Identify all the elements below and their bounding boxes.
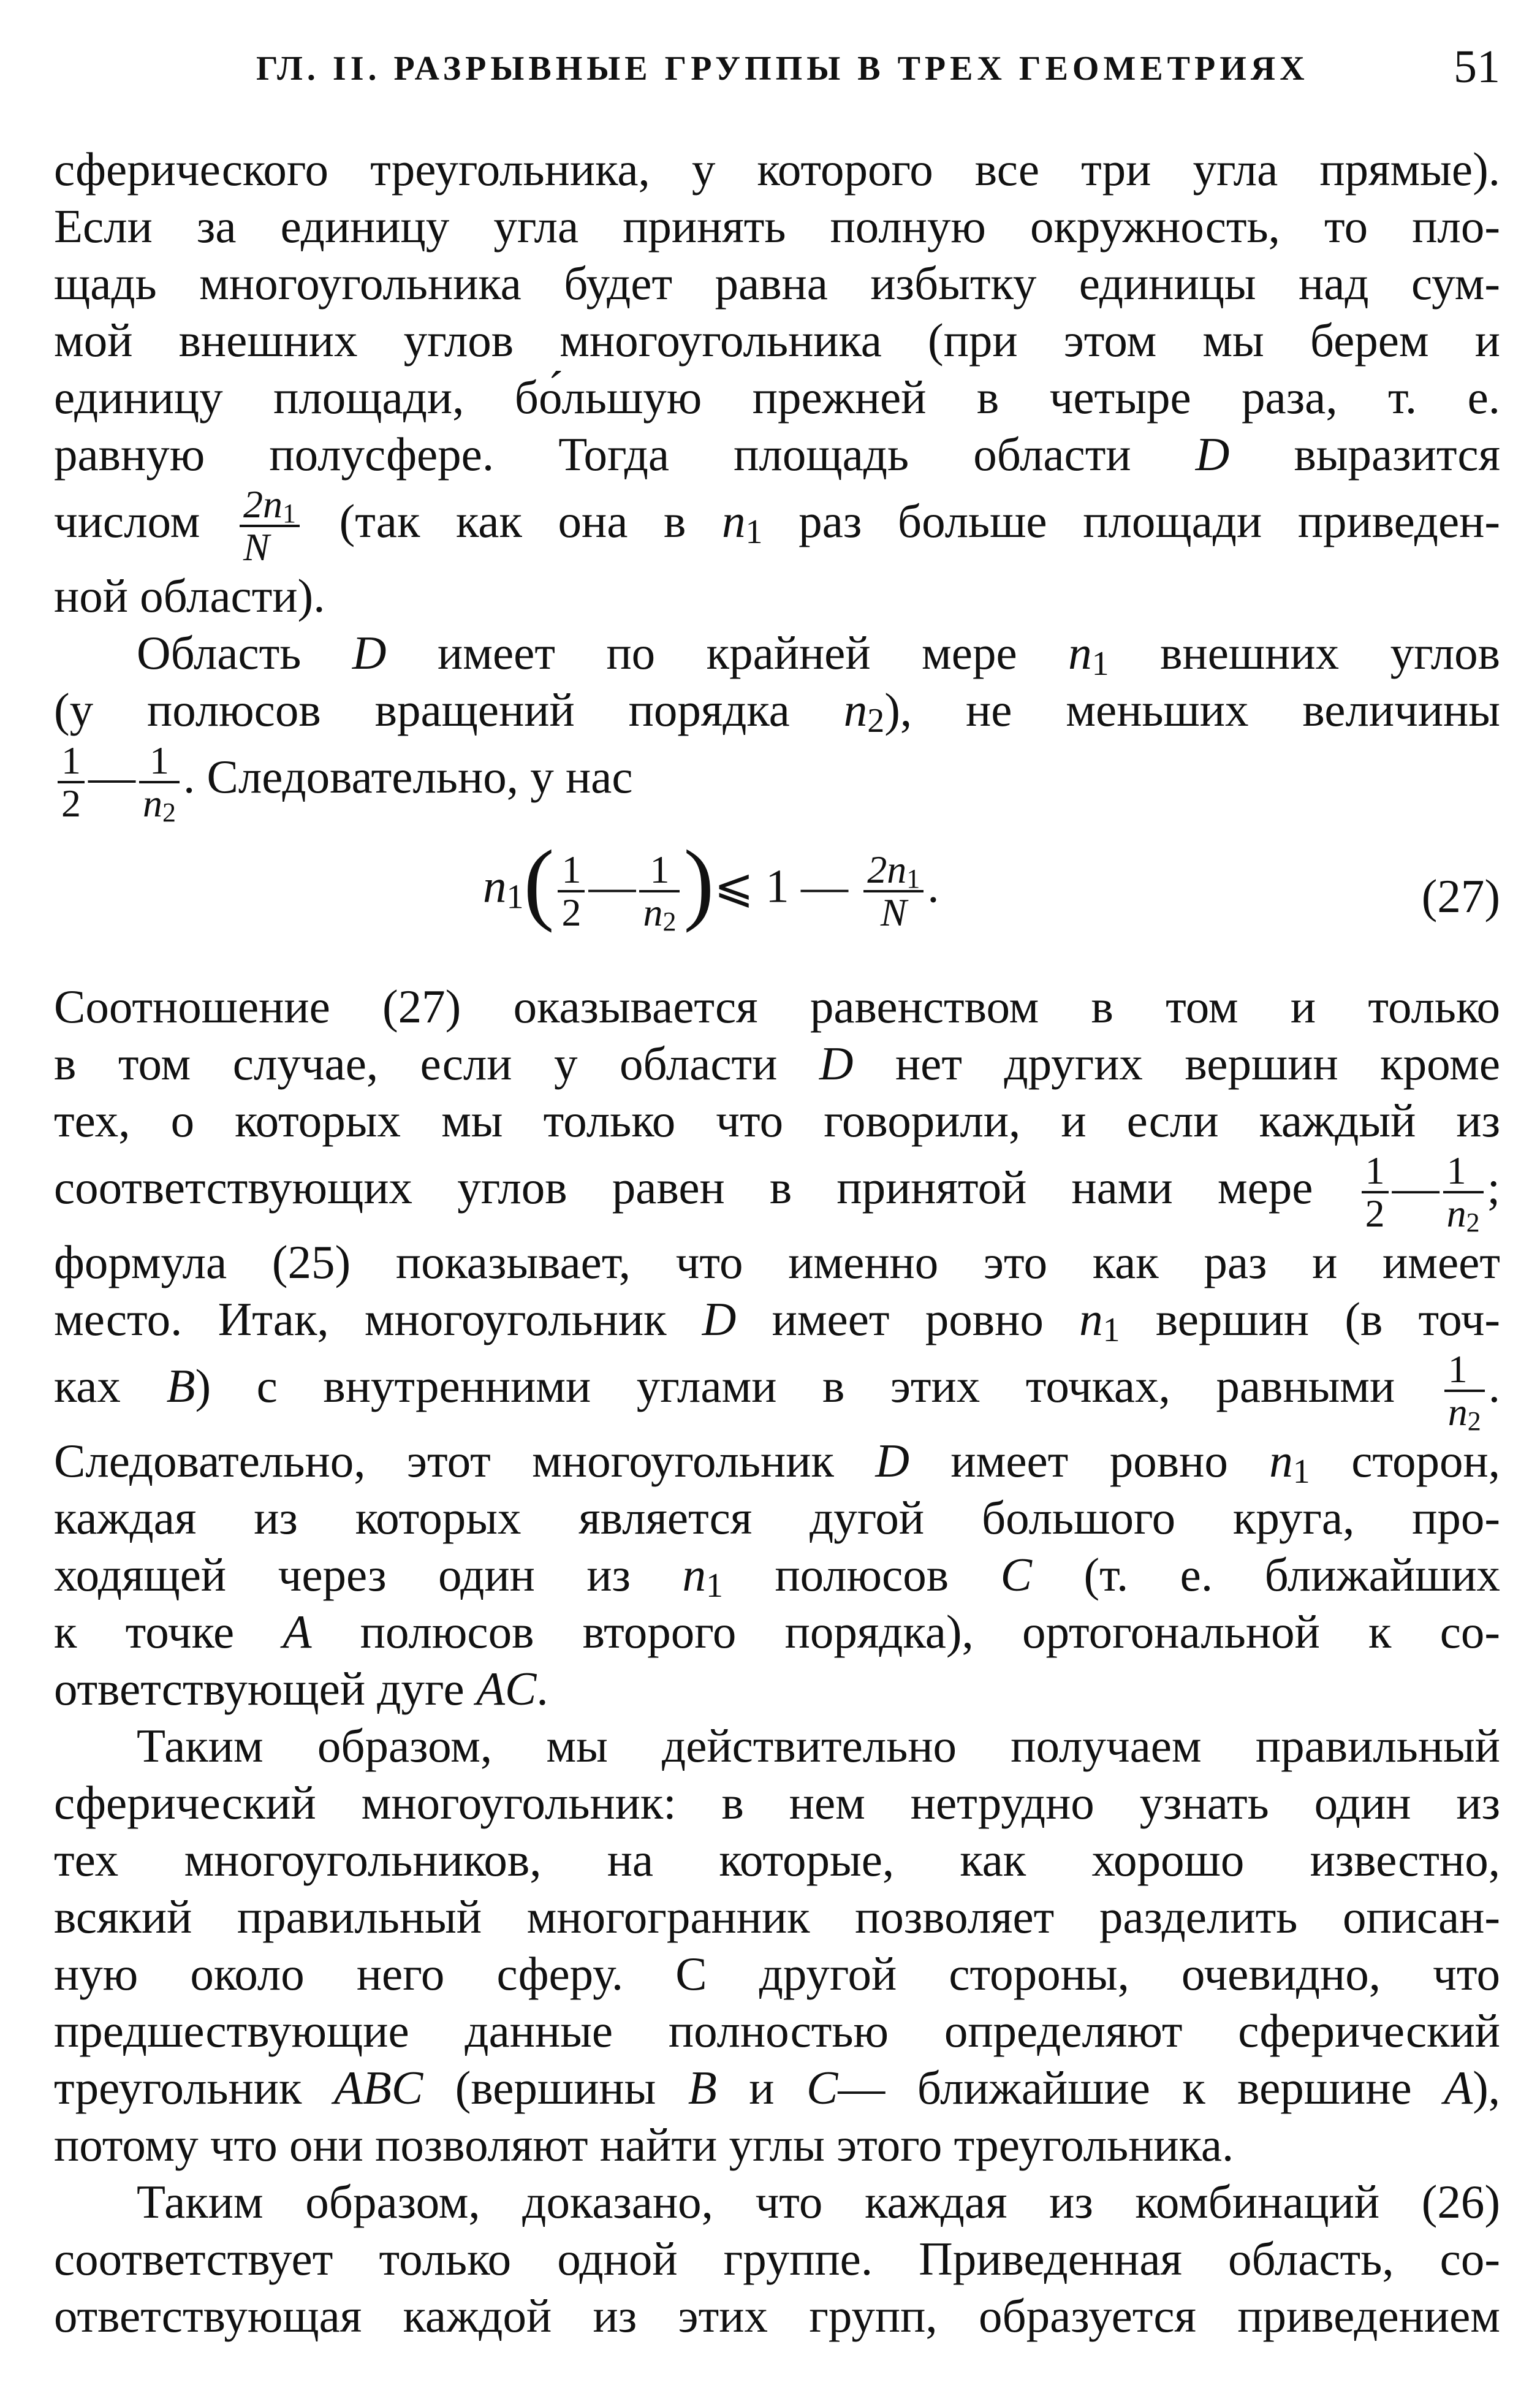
text-line: ную около него сферу. С другой стороны, очевидно, что bbox=[54, 1947, 1500, 2001]
text-line: место. Итак, многоугольник D имеет ровно $n_1$ вершин (в точ- bbox=[54, 1292, 1501, 1349]
text-line: Таким образом, доказано, что каждая из комбинаций (26) bbox=[137, 2175, 1500, 2229]
paragraph-5 bbox=[54, 2174, 1500, 2345]
text-line: $\frac{1}{2}$ — $\frac{1}{n_2}$ . Следовательно, у нас bbox=[54, 739, 1500, 823]
text-line: соответствует только одной группе. Приведенная область, со- bbox=[54, 2232, 1500, 2286]
text-line: мой внешних углов многоугольника (при этом мы берем и bbox=[54, 314, 1500, 367]
text-line: сферического треугольника, у которого все три угла прямые). bbox=[54, 143, 1500, 196]
text-line: в том случае, если у области D нет других вершин кроме bbox=[54, 1037, 1501, 1090]
text-line: каждая из которых является дугой большого круга, про- bbox=[54, 1491, 1500, 1545]
equation-body: $n_1$( $\frac{1}{2}$ — $\frac{1}{n_2}$ )⩽ 1 — $\frac{2n_1}{N}$ . bbox=[483, 831, 939, 937]
text-line: сферический многоугольник: в нем нетрудно узнать один из bbox=[54, 1776, 1500, 1830]
text-line: Соотношение (27) оказывается равенством в том и только bbox=[54, 979, 1500, 1033]
fraction-2n1-over-N: $\frac{2n_1}{N}$ bbox=[240, 484, 300, 568]
text-line: тех, о которых мы только что говорили, и если каждый из bbox=[54, 1094, 1500, 1147]
text-line: ответствующая каждой из этих групп, образуется приведением bbox=[54, 2289, 1500, 2343]
text-line: ответствующей дуге AC. bbox=[54, 1662, 548, 1716]
text-line: соответствующих углов равен в принятой нами мере $\frac{1}{2}$ — $\frac{1}{n_2}$ ; bbox=[54, 1148, 1500, 1238]
page-header bbox=[54, 37, 1500, 98]
text-line: потому что они позволяют найти углы этого треугольника. bbox=[54, 2118, 1234, 2172]
text-line: Область D имеет по крайней мере $n_1$ внешних углов bbox=[137, 626, 1501, 683]
paragraph-1 bbox=[54, 141, 1500, 625]
text-line: ходящей через один из $n_1$ полюсов C (т. е. ближайших bbox=[54, 1548, 1501, 1605]
text-line: (у полюсов вращений порядка $n_2$), не меньших величины bbox=[54, 683, 1500, 740]
text-line: ной области). bbox=[54, 569, 325, 623]
text-line: щадь многоугольника будет равна избытку единицы над сум- bbox=[54, 257, 1500, 310]
paragraph-4 bbox=[54, 1717, 1500, 2174]
text-line: Следовательно, этот многоугольник D имеет ровно $n_1$ сторон, bbox=[54, 1434, 1501, 1491]
equation-number: (27) bbox=[1421, 869, 1500, 922]
text-line: всякий правильный многогранник позволяет разделить описан- bbox=[54, 1890, 1500, 1944]
text-line: формула (25) показывает, что именно это как раз и имеет bbox=[54, 1235, 1500, 1288]
page-number: 51 bbox=[1454, 41, 1500, 93]
fraction-one-half: $\frac{1}{2}$ bbox=[58, 740, 85, 824]
text-line: ках B) с внутренними углами в этих точках, равными $\frac{1}{n_2}$ . bbox=[54, 1347, 1501, 1437]
text-line: предшествующие данные полностью определяют сферический bbox=[54, 2004, 1500, 2058]
text-line: Если за единицу угла принять полную окружность, то пло- bbox=[54, 200, 1500, 253]
text-line: равную полусфере. Тогда площадь области D выразится bbox=[54, 428, 1501, 481]
equation-27 bbox=[54, 831, 1500, 960]
text-line: Таким образом, мы действительно получаем правильный bbox=[137, 1719, 1500, 1773]
text-line: к точке A полюсов второго порядка), ортогональной к со- bbox=[54, 1605, 1501, 1659]
text-line: единицу площади, бо́льшую прежней в четыре раза, т. е. bbox=[54, 371, 1500, 424]
body-text bbox=[54, 141, 1500, 2345]
text-line: треугольник ABC (вершины B и C— ближайшие к вершине A), bbox=[54, 2061, 1501, 2115]
fraction-1-over-n2: $\frac{1}{n_2}$ bbox=[139, 740, 180, 824]
text-line: числом $\frac{2n_1}{N}$ (так как она в $n_1$ раз больше площади приведен- bbox=[54, 482, 1501, 569]
paragraph-2 bbox=[54, 625, 1501, 827]
paragraph-3 bbox=[54, 978, 1500, 1718]
running-head: ГЛ. II. РАЗРЫВНЫЕ ГРУППЫ В ТРЕХ ГЕОМЕТРИЯХ bbox=[256, 50, 1309, 88]
text-line: тех многоугольников, на которые, как хорошо известно, bbox=[54, 1833, 1500, 1887]
